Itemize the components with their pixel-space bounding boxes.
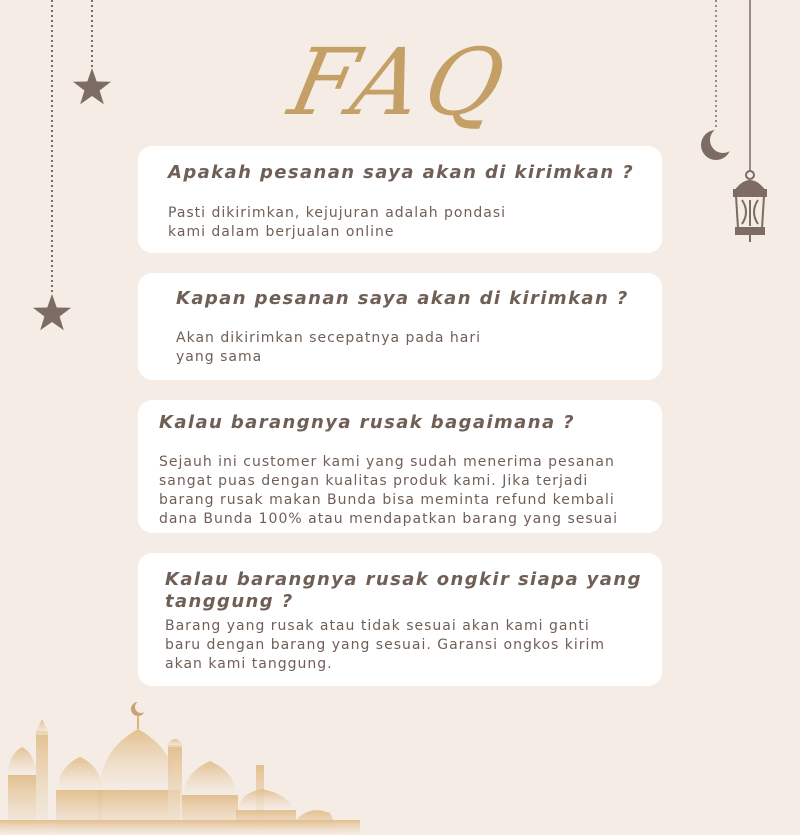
faq-question: Kalau barangnya rusak bagaimana ?	[159, 412, 575, 433]
lantern-icon	[734, 171, 766, 242]
faq-question: Kalau barangnya rusak ongkir siapa yang tanggung ?	[165, 569, 642, 612]
mosque-silhouette-icon	[0, 695, 360, 835]
faq-question: Kapan pesanan saya akan di kirimkan ?	[176, 288, 629, 309]
faq-answer: Sejauh ini customer kami yang sudah menerima pesanan sangat puas dengan kualitas produk kami. Jika terjadi barang rusak makan Bunda bisa meminta refund kembali dana Bunda 100% atau mendapatkan barang yang sesuai	[159, 454, 619, 527]
faq-card	[138, 400, 662, 533]
faq-card	[138, 553, 662, 686]
faq-answer: Pasti dikirimkan, kejujuran adalah pondasi kami dalam berjualan online	[168, 205, 507, 240]
faq-question: Apakah pesanan saya akan di kirimkan ?	[168, 162, 635, 183]
faq-card	[138, 273, 662, 380]
star-icon	[33, 294, 71, 330]
faq-answer: Akan dikirimkan secepatnya pada hari yang sama	[176, 330, 482, 365]
faq-answer: Barang yang rusak atau tidak sesuai akan kami ganti baru dengan barang yang sesuai. Garansi ongkos kirim akan kami tanggung.	[165, 618, 606, 672]
faq-card	[138, 146, 662, 253]
page-title: FAQ	[280, 29, 520, 136]
